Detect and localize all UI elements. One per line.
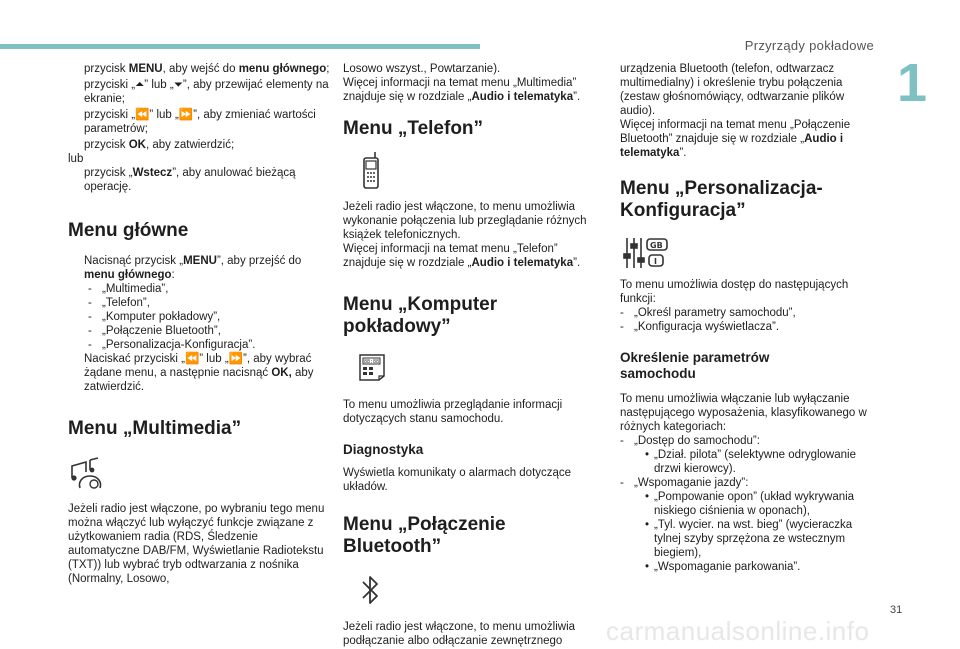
multimedia-text: Jeżeli radio jest włączone, po wybraniu tego menu można włączyć lub wyłączyć funkcje związane z użytkowaniem radia (RDS, Śledzenie automatyczne DAB/FM, Wyświetlanie Radiotekstu (TXT)) lub wybrać tryb odtwarzania z nośnika (Normalny, Losowo, xyxy=(68,503,325,585)
driving-item: - „Wspomaganie jazdy”: xyxy=(620,477,749,489)
main-menu-list-item: - „Personalizacja-Konfiguracja”. xyxy=(88,339,256,351)
bluetooth-cont-1: urządzenia Bluetooth (telefon, odtwarzacz multimedialny) i określenie trybu połączenia (zestaw głośnomówiący, odtwarzanie plików audio). xyxy=(620,63,845,117)
telefon-text-1: Jeżeli radio jest włączone, to menu umożliwia wykonanie połączenia lub przeglądanie różnych książek telefonicznych. xyxy=(343,201,587,241)
lub-text: lub xyxy=(68,153,84,165)
telefon-text-2: Więcej informacji na temat menu „Telefon” znajduje się w rozdziale „Audio i telematyka”. xyxy=(343,243,581,269)
main-menu-list-item: - „Połączenie Bluetooth”, xyxy=(88,325,221,337)
bluetooth-heading: Menu „Połączenie Bluetooth” xyxy=(343,514,506,557)
nav-item-updown: przyciski „⏶” lub „⏷”, aby przewijać elementy na ekranie; xyxy=(84,79,329,105)
multimedia-heading: Menu „Multimedia” xyxy=(68,418,242,439)
watermark: carmanualsonline.info xyxy=(606,616,870,646)
access-item: - „Dostęp do samochodu”: xyxy=(620,435,760,447)
column-2 xyxy=(343,62,599,648)
nav-item-back: przycisk „Wstecz”, aby anulować bieżącą operację. xyxy=(84,167,296,193)
personal-list-item: - „Konfiguracja wyświetlacza”. xyxy=(620,321,780,333)
driving-sub-item: • „Wspomaganie parkowania”. xyxy=(644,561,801,573)
phone-icon xyxy=(353,152,393,192)
column-3 xyxy=(620,62,880,574)
bluetooth-text: Jeżeli radio jest włączone, to menu umożliwia podłączanie albo odłączanie zewnętrznego xyxy=(343,621,576,647)
main-menu-list-item: - „Telefon”, xyxy=(88,297,150,309)
main-menu-list-item: - „Komputer pokładowy”, xyxy=(88,311,221,323)
driving-sub-item: • „Pompowanie opon” (układ wykrywania niskiego ciśnienia w oponach), xyxy=(644,491,855,517)
personal-list-item: - „Określ parametry samochodu”, xyxy=(620,307,796,319)
multimedia-cont-1: Losowo wszyst., Powtarzanie). xyxy=(343,63,501,75)
main-menu-intro: Nacisnąć przycisk „MENU”, aby przejść do menu głównego: xyxy=(84,255,302,281)
komputer-heading: Menu „Komputer pokładowy” xyxy=(343,294,498,337)
icon-label-i: I xyxy=(654,257,657,266)
nav-item-menu: przycisk MENU, aby wejść do menu głównego; xyxy=(84,63,330,75)
chapter-number: 1 xyxy=(897,53,928,113)
column-1 xyxy=(68,62,330,586)
main-menu-list-item: - „Multimedia”, xyxy=(88,283,169,295)
settings-sliders-icon xyxy=(622,236,670,270)
main-menu-select: Naciskać przyciski „⏪” lub „⏩”, aby wybrać żądane menu, a następnie nacisnąć OK, aby zatwierdzić. xyxy=(84,353,314,393)
telefon-heading: Menu „Telefon” xyxy=(343,118,484,139)
params-text: To menu umożliwia włączanie lub wyłączanie następującego wyposażenia, klasyfikowanego w różnych kategoriach: xyxy=(620,393,867,433)
page-number: 31 xyxy=(890,604,903,616)
bluetooth-cont-2: Więcej informacji na temat menu „Połączenie Bluetooth” znajduje się w rozdziale „Audio i telematyka”. xyxy=(620,119,851,159)
personal-heading: Menu „Personalizacja- Konfiguracja” xyxy=(620,178,823,221)
multimedia-icon xyxy=(68,456,108,492)
driving-sub-item: • „Tyl. wycier. na wst. bieg” (wycieraczka tylnej szyby sprzężona ze wstecznym biegiem), xyxy=(644,519,853,559)
nav-item-leftright: przyciski „⏪” lub „⏩”, aby zmieniać wartości parametrów; xyxy=(84,109,316,135)
main-menu-heading: Menu główne xyxy=(68,220,189,241)
personal-text: To menu umożliwia dostęp do następujących funkcji: xyxy=(620,279,849,305)
diagnostyka-heading: Diagnostyka xyxy=(343,442,424,457)
section-title: Przyrządy pokładowe xyxy=(744,38,874,53)
svg-text:88:88: 88:88 xyxy=(364,359,380,365)
access-sub-item: • „Dział. pilota” (selektywne odryglowanie drzwi kierowcy). xyxy=(644,449,856,475)
diagnostyka-text: Wyświetla komunikaty o alarmach dotyczące układów. xyxy=(343,467,572,493)
icon-label-gb: GB xyxy=(650,241,663,250)
bluetooth-icon xyxy=(355,572,385,608)
nav-item-ok: przycisk OK, aby zatwierdzić; xyxy=(84,139,235,151)
komputer-text: To menu umożliwia przeglądanie informacji dotyczących stanu samochodu. xyxy=(343,399,563,425)
trip-computer-icon xyxy=(357,352,391,382)
header-accent-bar xyxy=(0,44,480,49)
params-heading: Określenie parametrów samochodu xyxy=(620,350,770,381)
multimedia-cont-2: Więcej informacji na temat menu „Multimedia” znajduje się w rozdziale „Audio i telematyka”. xyxy=(343,77,581,103)
